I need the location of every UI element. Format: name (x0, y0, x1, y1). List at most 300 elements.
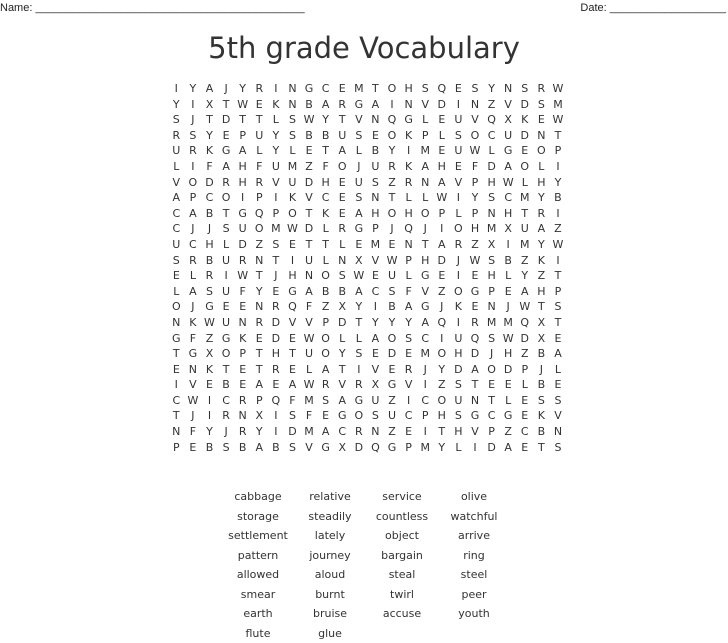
grid-letter: G (470, 409, 480, 423)
grid-letter: Q (271, 393, 281, 407)
grid-letter: H (504, 347, 513, 361)
grid-letter: X (338, 440, 346, 454)
grid-letter: G (238, 206, 247, 220)
grid-letter: G (354, 393, 364, 407)
grid-letter: U (172, 237, 181, 251)
grid-letter: L (322, 253, 329, 267)
grid-row (168, 219, 566, 235)
grid-letter: F (305, 409, 313, 423)
grid-letter: E (438, 144, 446, 158)
grid-letter: C (421, 393, 430, 407)
grid-letter: U (454, 144, 463, 158)
grid-letter: K (189, 315, 197, 329)
word-bank-item: flute (245, 626, 271, 640)
grid-letter: N (487, 300, 496, 314)
grid-letter: I (556, 206, 560, 220)
grid-letter: B (537, 378, 546, 392)
grid-letter: O (321, 331, 330, 345)
grid-letter: W (519, 300, 531, 314)
grid-letter: S (371, 409, 379, 423)
word-bank-item: settlement (228, 529, 288, 542)
grid-letter: P (488, 284, 495, 298)
grid-letter: B (305, 97, 313, 111)
grid-letter: O (171, 300, 181, 314)
date-field-label: Date: ___________________ (580, 2, 726, 14)
word-bank-item: steadily (308, 509, 352, 523)
grid-letter: Y (255, 425, 263, 439)
grid-letter: I (440, 222, 444, 236)
grid-letter: E (521, 440, 529, 454)
word-bank-item: smear (240, 587, 276, 601)
grid-letter: B (504, 253, 512, 267)
grid-letter: S (454, 128, 462, 142)
grid-letter: J (357, 159, 361, 173)
grid-letter: D (288, 425, 297, 439)
grid-letter: O (487, 362, 496, 376)
grid-letter: V (471, 425, 479, 439)
grid-row (168, 391, 566, 407)
word-bank-item: allowed (236, 568, 280, 581)
grid-letter: K (537, 409, 545, 423)
grid-letter: J (274, 269, 278, 283)
grid-letter: P (438, 206, 446, 220)
grid-row (168, 422, 566, 438)
grid-letter: E (206, 378, 213, 392)
grid-letter: P (322, 315, 329, 329)
grid-letter: Q (371, 440, 380, 454)
grid-letter: H (537, 284, 546, 298)
grid-letter: Z (438, 378, 446, 392)
grid-letter: H (205, 237, 214, 251)
grid-letter: E (222, 128, 230, 142)
grid-letter: I (207, 393, 212, 407)
grid-letter: D (337, 315, 347, 329)
grid-letter: A (338, 393, 346, 407)
grid-letter: G (420, 300, 430, 314)
grid-letter: N (338, 253, 347, 267)
grid-letter: D (437, 253, 447, 267)
grid-letter: W (469, 253, 481, 267)
grid-letter: W (353, 269, 365, 283)
word-bank-row (222, 624, 510, 643)
word-bank-item: glue (318, 626, 342, 640)
grid-letter: A (438, 237, 446, 251)
grid-letter: X (355, 253, 363, 267)
grid-letter: O (254, 222, 264, 236)
grid-letter: F (239, 284, 246, 298)
grid-letter: T (222, 206, 230, 220)
grid-letter: V (404, 378, 413, 392)
grid-letter: G (387, 378, 397, 392)
grid-letter: E (438, 113, 446, 127)
grid-letter: T (421, 237, 429, 251)
grid-letter: P (405, 440, 412, 454)
grid-letter: Z (554, 222, 562, 236)
grid-letter: Z (471, 237, 479, 251)
grid-letter: A (355, 206, 363, 220)
grid-letter: A (421, 159, 429, 173)
grid-letter: Q (520, 315, 530, 329)
grid-letter: L (538, 159, 545, 173)
grid-letter: N (255, 253, 264, 267)
grid-letter: A (504, 159, 512, 173)
grid-letter: E (338, 82, 346, 95)
grid-letter: U (387, 269, 397, 283)
grid-letter: O (537, 144, 546, 158)
grid-letter: W (436, 191, 448, 205)
grid-letter: C (172, 222, 181, 236)
grid-letter: S (488, 191, 496, 205)
grid-letter: E (222, 300, 230, 314)
grid-letter: X (371, 378, 380, 392)
grid-row (168, 251, 566, 267)
grid-letter: J (539, 362, 543, 376)
grid-letter: Y (554, 175, 562, 189)
grid-letter: O (288, 206, 297, 220)
word-bank-item: object (385, 529, 419, 542)
grid-letter: L (355, 331, 362, 345)
grid-letter: D (503, 362, 513, 376)
grid-letter: E (239, 378, 247, 392)
grid-letter: C (321, 191, 330, 205)
grid-letter: R (255, 315, 264, 329)
grid-letter: S (172, 113, 180, 127)
grid-letter: W (469, 144, 481, 158)
word-bank-item: watchful (450, 509, 498, 523)
grid-letter: T (372, 82, 379, 95)
grid-letter: K (288, 191, 297, 205)
grid-letter: V (504, 97, 512, 111)
grid-letter: W (204, 315, 215, 329)
grid-letter: C (520, 425, 529, 439)
grid-letter: P (172, 440, 180, 454)
grid-letter: A (189, 206, 197, 220)
grid-letter: U (238, 222, 247, 236)
grid-letter: W (237, 97, 249, 111)
grid-letter: U (255, 128, 264, 142)
grid-letter: H (404, 206, 413, 220)
grid-letter: F (471, 159, 479, 173)
grid-letter: C (222, 393, 230, 407)
grid-letter: B (537, 425, 546, 439)
grid-letter: L (305, 362, 313, 376)
grid-row (168, 344, 566, 360)
grid-row (168, 297, 566, 313)
grid-letter: F (289, 393, 296, 407)
grid-letter: O (454, 284, 463, 298)
grid-letter: S (288, 128, 296, 142)
grid-letter: O (520, 159, 530, 173)
grid-letter: Y (488, 82, 495, 95)
grid-letter: W (187, 393, 199, 407)
grid-letter: I (224, 269, 228, 283)
grid-letter: E (288, 362, 296, 376)
grid-letter: O (321, 269, 330, 283)
grid-letter: M (420, 347, 430, 361)
grid-letter: U (454, 331, 463, 345)
grid-letter: A (288, 378, 297, 392)
grid-letter: K (205, 362, 214, 376)
word-bank-item: relative (309, 490, 351, 503)
grid-letter: E (504, 284, 512, 298)
grid-letter: C (172, 206, 181, 220)
grid-letter: E (521, 144, 529, 158)
grid-letter: J (191, 300, 195, 314)
grid-letter: Y (189, 82, 197, 95)
grid-letter: F (206, 159, 213, 173)
grid-letter: S (554, 440, 562, 454)
grid-letter: V (371, 362, 380, 376)
grid-letter: N (238, 315, 247, 329)
grid-letter: T (255, 362, 263, 376)
grid-letter: A (554, 347, 562, 361)
grid-row (168, 360, 566, 376)
grid-letter: S (488, 331, 496, 345)
grid-letter: G (470, 284, 480, 298)
grid-letter: U (371, 159, 380, 173)
grid-letter: S (205, 284, 213, 298)
grid-letter: A (255, 378, 264, 392)
grid-letter: M (271, 222, 281, 236)
word-bank-item: service (382, 490, 422, 503)
grid-letter: W (303, 331, 315, 345)
grid-row (168, 95, 566, 111)
grid-letter: E (554, 331, 562, 345)
grid-letter: D (271, 315, 281, 329)
grid-letter: H (271, 347, 280, 361)
grid-letter: T (255, 113, 263, 127)
grid-letter: B (205, 253, 214, 267)
grid-letter: J (440, 300, 444, 314)
grid-letter: B (205, 440, 214, 454)
grid-letter: U (504, 128, 513, 142)
grid-letter: P (239, 347, 246, 361)
word-bank (222, 487, 510, 643)
grid-letter: R (222, 409, 230, 423)
grid-letter: G (387, 440, 397, 454)
grid-letter: E (338, 191, 346, 205)
grid-letter: G (172, 331, 181, 345)
grid-letter: U (354, 175, 363, 189)
grid-letter: D (470, 347, 480, 361)
grid-letter: S (521, 82, 529, 95)
word-bank-row (222, 604, 510, 624)
grid-letter: A (371, 331, 380, 345)
grid-letter: I (423, 425, 427, 439)
grid-letter: I (456, 97, 461, 111)
grid-letter: F (189, 331, 197, 345)
grid-letter: R (272, 300, 280, 314)
grid-letter: U (271, 159, 280, 173)
grid-letter: Y (388, 315, 396, 329)
grid-letter: Y (405, 315, 412, 329)
word-bank-item: storage (237, 509, 279, 523)
grid-letter: K (405, 128, 413, 142)
grid-letter: L (272, 113, 279, 127)
grid-letter: P (255, 393, 263, 407)
grid-letter: W (303, 113, 315, 127)
grid-letter: A (438, 175, 446, 189)
grid-letter: Z (321, 300, 330, 314)
grid-letter: N (537, 128, 546, 142)
grid-letter: S (421, 82, 429, 95)
grid-letter: H (437, 409, 446, 423)
grid-letter: V (454, 175, 463, 189)
grid-letter: W (237, 269, 249, 283)
grid-letter: U (454, 113, 463, 127)
grid-letter: T (554, 269, 562, 283)
grid-letter: I (406, 393, 411, 407)
grid-letter: N (172, 425, 181, 439)
grid-letter: I (357, 362, 361, 376)
grid-letter: E (454, 159, 462, 173)
grid-letter: T (338, 113, 346, 127)
grid-letter: E (172, 362, 180, 376)
grid-letter: G (420, 269, 430, 283)
word-bank-item: cabbage (234, 490, 282, 503)
grid-letter: I (556, 159, 560, 173)
grid-letter: N (371, 113, 380, 127)
grid-letter: C (404, 409, 413, 423)
grid-letter: Q (470, 331, 480, 345)
grid-letter: A (504, 440, 512, 454)
grid-letter: H (537, 175, 546, 189)
grid-letter: O (221, 191, 231, 205)
grid-letter: V (305, 191, 313, 205)
grid-letter: E (371, 269, 379, 283)
grid-letter: D (387, 347, 397, 361)
grid-letter: S (537, 97, 545, 111)
grid-letter: Q (254, 206, 264, 220)
word-bank-item: arrive (458, 529, 490, 542)
grid-letter: H (238, 175, 247, 189)
grid-letter: G (188, 347, 198, 361)
grid-letter: V (338, 378, 346, 392)
grid-letter: I (274, 409, 278, 423)
grid-letter: J (456, 253, 461, 267)
grid-letter: I (207, 409, 212, 423)
grid-letter: P (554, 284, 562, 298)
grid-letter: A (355, 284, 363, 298)
grid-letter: J (191, 222, 195, 236)
grid-letter: E (554, 378, 562, 392)
grid-letter: N (304, 269, 314, 283)
grid-letter: S (288, 113, 296, 127)
grid-letter: J (390, 222, 394, 236)
grid-letter: O (188, 175, 198, 189)
grid-letter: Z (388, 393, 396, 407)
grid-letter: A (222, 159, 230, 173)
grid-letter: N (470, 97, 480, 111)
grid-letter: D (304, 222, 314, 236)
grid-letter: G (288, 284, 297, 298)
grid-letter: R (537, 82, 546, 95)
grid-letter: Q (387, 113, 397, 127)
grid-letter: T (438, 425, 446, 439)
grid-letter: Z (438, 284, 446, 298)
grid-letter: P (471, 175, 479, 189)
grid-letter: Q (288, 300, 297, 314)
grid-letter: I (274, 82, 278, 95)
grid-letter: L (223, 237, 230, 251)
grid-row (168, 126, 566, 142)
grid-letter: I (506, 237, 510, 251)
grid-letter: D (520, 331, 529, 345)
word-bank-item: olive (460, 490, 488, 503)
word-bank-item: peer (461, 587, 487, 601)
grid-letter: L (189, 269, 196, 283)
grid-letter: E (438, 269, 446, 283)
grid-letter: Y (537, 237, 545, 251)
grid-letter: S (189, 128, 197, 142)
grid-letter: H (321, 175, 330, 189)
grid-letter: E (355, 237, 363, 251)
grid-letter: L (422, 191, 429, 205)
grid-row (168, 110, 566, 126)
grid-letter: R (338, 97, 347, 111)
grid-letter: E (388, 362, 396, 376)
grid-letter: O (437, 393, 447, 407)
grid-letter: I (373, 300, 378, 314)
grid-letter: R (255, 82, 264, 95)
grid-letter: E (488, 378, 496, 392)
grid-letter: I (274, 191, 278, 205)
grid-letter: O (221, 347, 231, 361)
name-field-label: Name: ____________________________________________ (0, 2, 305, 14)
grid-letter: G (354, 97, 364, 111)
grid-letter: N (288, 97, 297, 111)
grid-letter: D (454, 362, 463, 376)
grid-letter: H (504, 206, 513, 220)
grid-letter: L (438, 128, 445, 142)
grid-letter: I (191, 97, 195, 111)
grid-letter: Y (206, 128, 213, 142)
grid-letter: X (504, 113, 512, 127)
grid-letter: S (222, 440, 230, 454)
grid-letter: B (305, 128, 313, 142)
word-bank-item: steal (388, 568, 416, 581)
grid-letter: R (238, 393, 247, 407)
grid-letter: D (304, 175, 314, 189)
grid-letter: R (189, 144, 197, 158)
grid-letter: A (338, 144, 346, 158)
grid-letter: J (224, 82, 228, 95)
grid-letter: Q (437, 315, 447, 329)
grid-letter: F (189, 425, 197, 439)
grid-letter: E (338, 175, 346, 189)
grid-letter: B (371, 144, 380, 158)
grid-letter: K (537, 253, 545, 267)
grid-letter: E (371, 347, 379, 361)
grid-letter: Z (255, 237, 264, 251)
grid-letter: N (504, 82, 513, 95)
grid-letter: T (554, 315, 562, 329)
grid-letter: P (471, 206, 479, 220)
grid-letter: L (339, 237, 346, 251)
grid-letter: T (521, 206, 529, 220)
grid-letter: I (473, 440, 477, 454)
word-bank-item: steel (460, 568, 488, 581)
grid-letter: K (454, 300, 462, 314)
grid-letter: Y (355, 300, 363, 314)
grid-letter: U (305, 347, 314, 361)
grid-letter: Y (172, 97, 180, 111)
grid-letter: D (221, 113, 231, 127)
grid-letter: R (404, 362, 413, 376)
grid-letter: J (423, 222, 427, 236)
grid-letter: G (205, 300, 214, 314)
grid-letter: J (224, 425, 228, 439)
